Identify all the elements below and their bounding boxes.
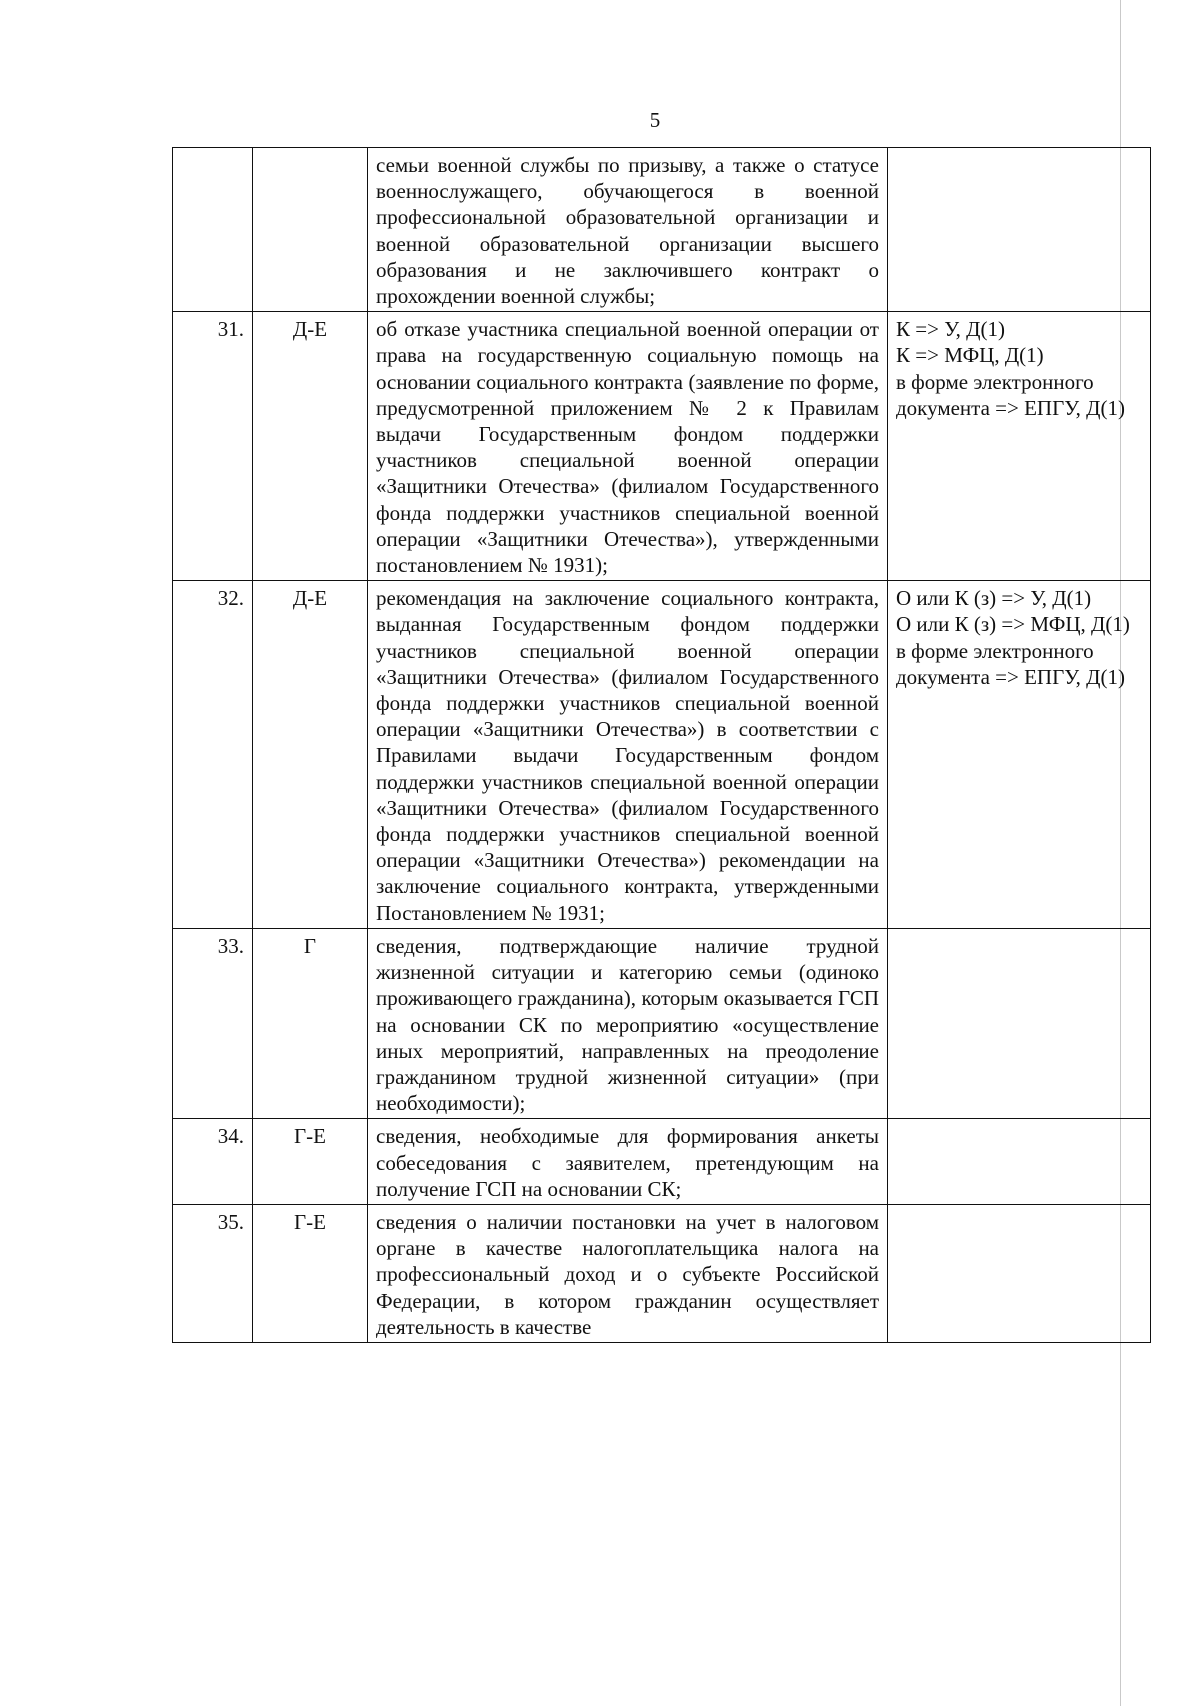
row-number xyxy=(173,148,253,312)
table-row xyxy=(173,581,1151,929)
row-number: 32. xyxy=(173,581,253,929)
row-number: 33. xyxy=(173,928,253,1118)
table-row xyxy=(173,312,1151,581)
row-code: Г-Е xyxy=(253,1204,368,1342)
table-row xyxy=(173,1204,1151,1342)
row-number: 35. xyxy=(173,1204,253,1342)
row-code: Д-Е xyxy=(253,312,368,581)
row-description: сведения, подтверждающие наличие трудной жизненной ситуации и категорию семьи (одиноко проживающего гражданина), которым оказывается ГСП на основании СК по мероприятию «осуществление иных мероприятий, направленных на преодоление гражданином трудной жизненной ситуации» (при необходимости); xyxy=(368,928,888,1118)
row-form xyxy=(888,148,1151,312)
row-code: Г-Е xyxy=(253,1119,368,1205)
row-form xyxy=(888,1119,1151,1205)
row-number: 34. xyxy=(173,1119,253,1205)
row-code: Г xyxy=(253,928,368,1118)
row-description: сведения о наличии постановки на учет в налоговом органе в качестве налогоплательщика налога на профессиональный доход и о субъекте Российской Федерации, в котором гражданин осуществляет деятельность в качестве xyxy=(368,1204,888,1342)
row-description: рекомендация на заключение социального контракта, выданная Государственным фондом поддержки участников специальной военной операции «Защитники Отечества» (филиалом Государственного фонда поддержки участников специальной военной операции «Защитники Отечества») в соответствии с Правилами выдачи Государственным фондом поддержки участников специальной военной операции «Защитники Отечества» (филиалом Государственного фонда поддержки участников специальной военной операции «Защитники Отечества») рекомендации на заключение социального контракта, утвержденными Постановлением № 1931; xyxy=(368,581,888,929)
page-number: 5 xyxy=(649,108,661,132)
row-number: 31. xyxy=(173,312,253,581)
table-row xyxy=(173,1119,1151,1205)
row-code: Д-Е xyxy=(253,581,368,929)
row-form xyxy=(888,928,1151,1118)
row-description: семьи военной службы по призыву, а также о статусе военнослужащего, обучающегося в военной профессиональной образовательной организации и военной образовательной организации высшего образования и не заключившего контракт о прохождении военной службы; xyxy=(368,148,888,312)
row-description: об отказе участника специальной военной операции от права на государственную социальную помощь на основании социального контракта (заявление по форме, предусмотренной приложением № 2 к Правилам выдачи Государственным фондом поддержки участников специальной военной операции «Защитники Отечества» (филиалом Государственного фонда поддержки участников специальной военной операции «Защитники Отечества»), утвержденными постановлением № 1931); xyxy=(368,312,888,581)
row-form xyxy=(888,1204,1151,1342)
row-form: О или К (з) => У, Д(1) О или К (з) => МФЦ, Д(1) в форме электронного документа => ЕПГУ, Д(1) xyxy=(888,581,1151,929)
row-form: К => У, Д(1) К => МФЦ, Д(1) в форме электронного документа => ЕПГУ, Д(1) xyxy=(888,312,1151,581)
table-row xyxy=(173,148,1151,312)
document-table xyxy=(172,147,1151,1343)
table-row xyxy=(173,928,1151,1118)
row-code xyxy=(253,148,368,312)
row-description: сведения, необходимые для формирования анкеты собеседования с заявителем, претендующим на получение ГСП на основании СК; xyxy=(368,1119,888,1205)
